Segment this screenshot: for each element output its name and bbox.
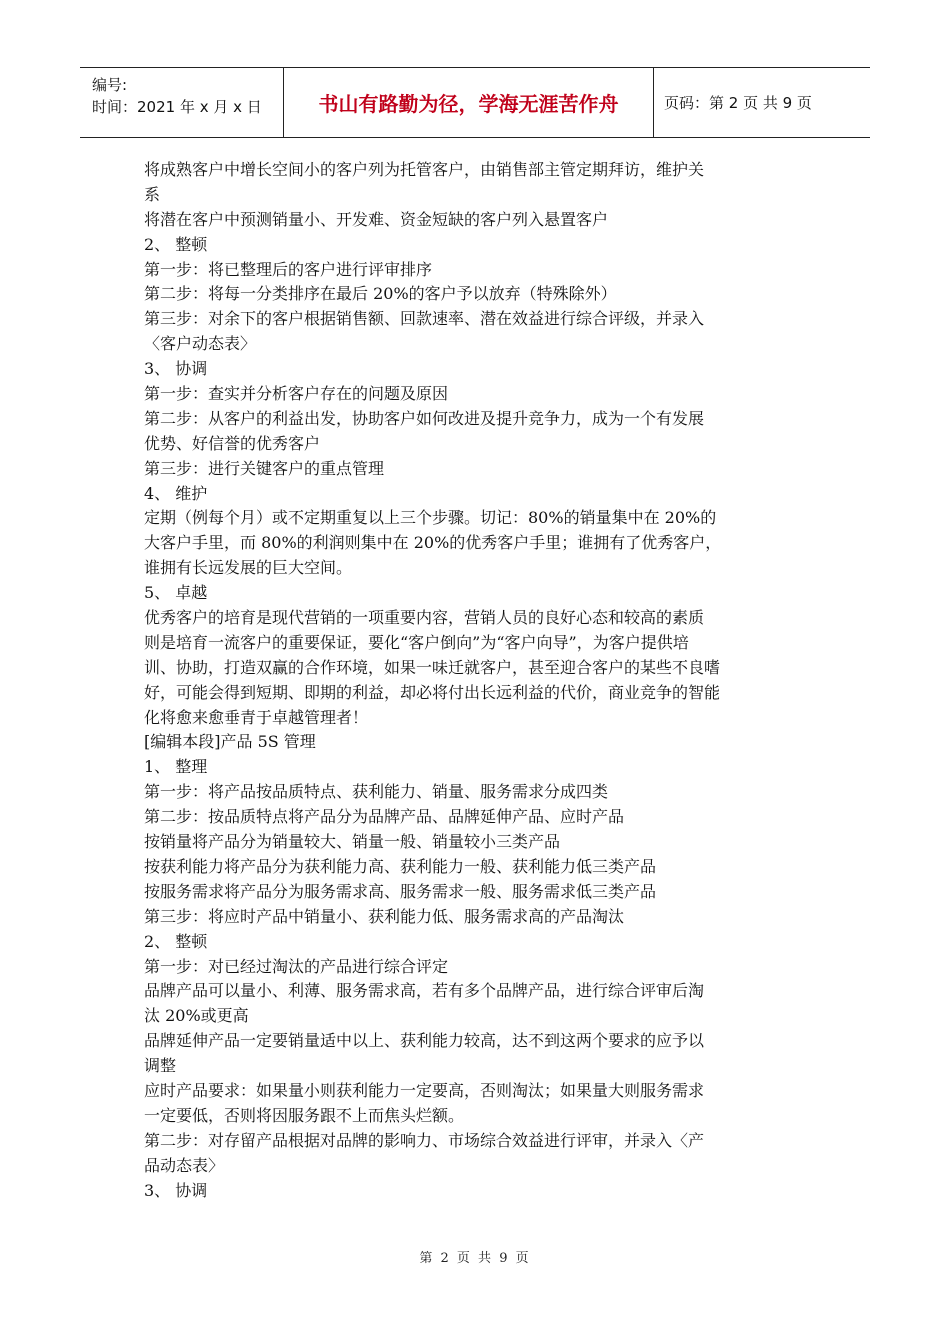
page-header bbox=[80, 67, 870, 138]
text-line: 好，可能会得到短期、即期的利益，却必将付出长远利益的代价，商业竞争的智能 bbox=[144, 682, 721, 702]
text-line: 品牌产品可以量小、利薄、服务需求高，若有多个品牌产品，进行综合评审后淘 bbox=[144, 981, 705, 1001]
text-line: 按获利能力将产品分为获利能力高、获利能力一般、获利能力低三类产品 bbox=[144, 856, 657, 876]
text-line: 汰 20%或更高 bbox=[144, 1006, 249, 1026]
text-line: 按销量将产品分为销量较大、销量一般、销量较小三类产品 bbox=[144, 832, 561, 852]
text-line: 品牌延伸产品一定要销量适中以上、获利能力较高，达不到这两个要求的应予以 bbox=[144, 1031, 705, 1051]
text-line: 调整 bbox=[144, 1056, 177, 1076]
text-line: 品动态表〉 bbox=[144, 1155, 225, 1175]
text-line: 将潜在客户中预测销量小、开发难、资金短缺的客户列入悬置客户 bbox=[144, 209, 609, 229]
text-line: 第一步：查实并分析客户存在的问题及原因 bbox=[144, 384, 449, 404]
header-page-info: 页码：第 2 页 共 9 页 bbox=[664, 94, 812, 112]
text-line: 1、 整理 bbox=[144, 757, 208, 777]
text-line: 则是培育一流客户的重要保证，要化“客户倒向”为“客户向导”，为客户提供培 bbox=[144, 632, 689, 652]
text-line: 第一步：对已经过淘汰的产品进行综合评定 bbox=[144, 956, 449, 976]
text-line: 定期（例每个月）或不定期重复以上三个步骤。切记：80%的销量集中在 20%的 bbox=[144, 508, 717, 528]
text-line: 第一步：将产品按品质特点、获利能力、销量、服务需求分成四类 bbox=[144, 782, 609, 802]
document-body bbox=[144, 158, 804, 1203]
text-line: 2、 整顿 bbox=[144, 931, 208, 951]
text-line: 优势、好信誉的优秀客户 bbox=[144, 433, 321, 453]
text-line: 第二步：将每一分类排序在最后 20%的客户予以放弃（特殊除外） bbox=[144, 284, 617, 304]
text-line: 第三步：进行关键客户的重点管理 bbox=[144, 458, 385, 478]
text-line: 第二步：从客户的利益出发，协助客户如何改进及提升竞争力，成为一个有发展 bbox=[144, 408, 705, 428]
text-line: 4、 维护 bbox=[144, 483, 208, 503]
text-line: 一定要低，否则将因服务跟不上而焦头烂额。 bbox=[144, 1105, 465, 1125]
text-line: 训、协助，打造双赢的合作环境，如果一味迁就客户，甚至迎合客户的某些不良嗜 bbox=[144, 657, 721, 677]
text-line: 大客户手里，而 80%的利润则集中在 20%的优秀客户手里；谁拥有了优秀客户， bbox=[144, 533, 722, 553]
text-line: 3、 协调 bbox=[144, 1180, 208, 1200]
text-line: 谁拥有长远发展的巨大空间。 bbox=[144, 558, 353, 578]
text-line: 按服务需求将产品分为服务需求高、服务需求一般、服务需求低三类产品 bbox=[144, 881, 657, 901]
text-line: 优秀客户的培育是现代营销的一项重要内容，营销人员的良好心态和较高的素质 bbox=[144, 608, 705, 628]
text-line: 化将愈来愈垂青于卓越管理者！ bbox=[144, 707, 369, 727]
text-line: 5、 卓越 bbox=[144, 583, 208, 603]
text-line: 第一步：将已整理后的客户进行评审排序 bbox=[144, 259, 433, 279]
text-line: [编辑本段]产品 5S 管理 bbox=[144, 732, 316, 752]
page-footer: 第 2 页 共 9 页 bbox=[419, 1251, 531, 1266]
text-line: 系 bbox=[144, 184, 161, 204]
header-motto: 书山有路勤为径，学海无涯苦作舟 bbox=[283, 68, 654, 137]
text-line: 3、 协调 bbox=[144, 359, 208, 379]
text-line: 将成熟客户中增长空间小的客户列为托管客户，由销售部主管定期拜访，维护关 bbox=[144, 160, 705, 179]
document-date: 时间：2021 年 x 月 x 日 bbox=[92, 98, 262, 116]
header-meta bbox=[80, 68, 283, 137]
text-line: 第三步：对余下的客户根据销售额、回款速率、潜在效益进行综合评级，并录入 bbox=[144, 309, 705, 329]
document-number-label: 编号: bbox=[92, 76, 128, 94]
text-line: 应时产品要求：如果量小则获利能力一定要高，否则淘汰；如果量大则服务需求 bbox=[144, 1080, 705, 1100]
text-line: 2、 整顿 bbox=[144, 234, 208, 254]
text-line: 第二步：按品质特点将产品分为品牌产品、品牌延伸产品、应时产品 bbox=[144, 807, 625, 827]
text-line: 〈客户动态表〉 bbox=[144, 334, 257, 354]
text-line: 第二步：对存留产品根据对品牌的影响力、市场综合效益进行评审，并录入〈产 bbox=[144, 1130, 705, 1150]
text-line: 第三步：将应时产品中销量小、获利能力低、服务需求高的产品淘汰 bbox=[144, 906, 625, 926]
